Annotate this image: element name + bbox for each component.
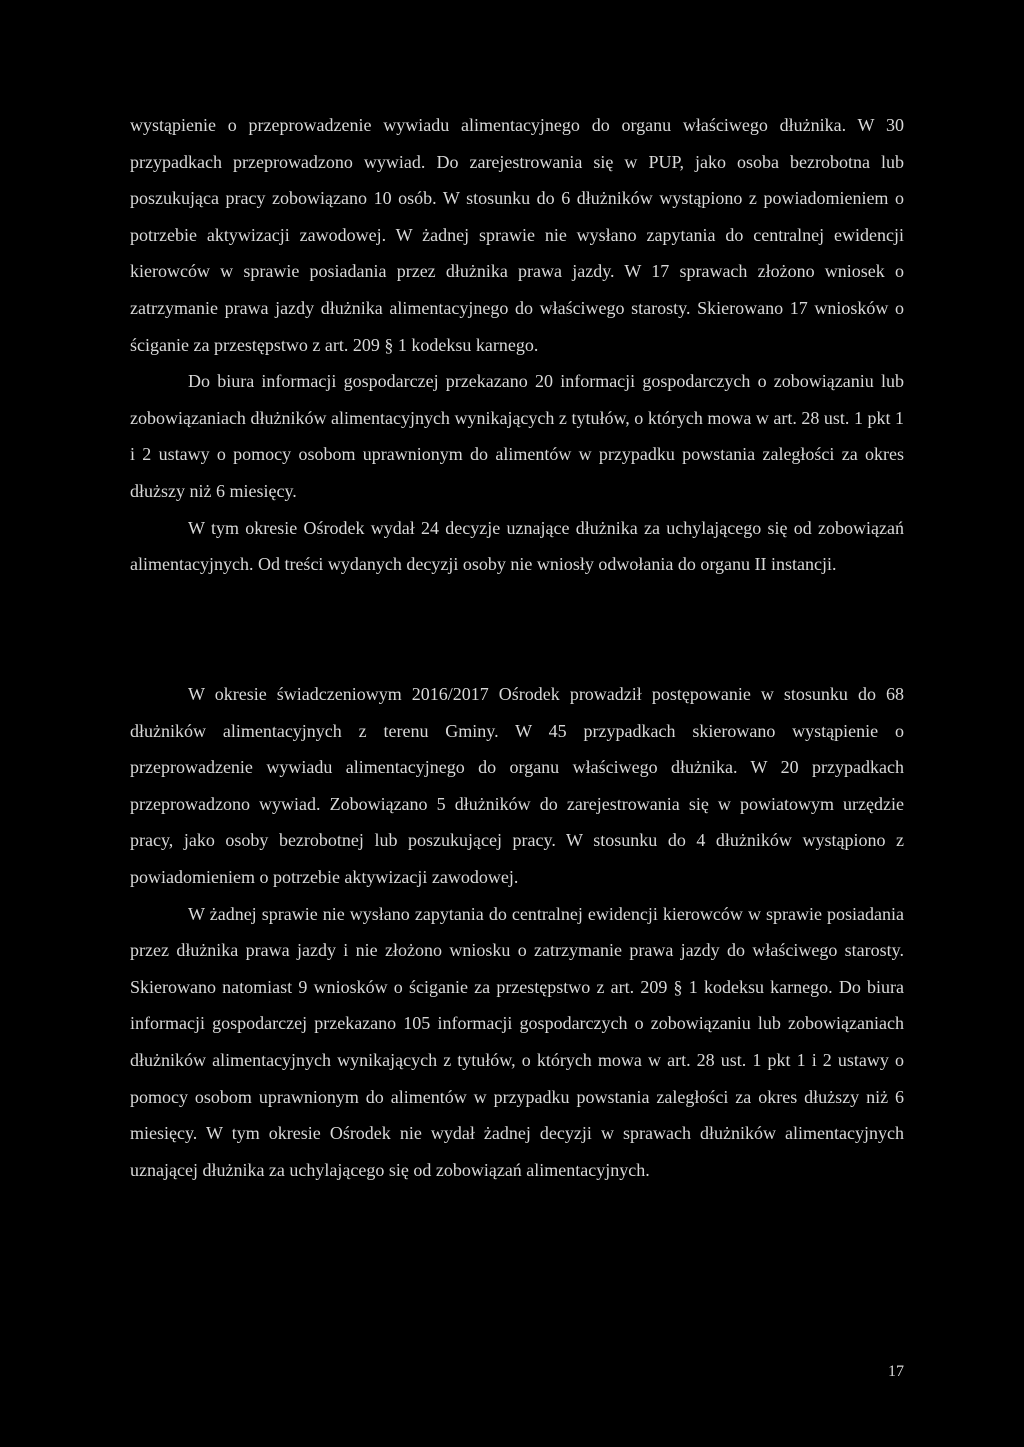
paragraph: Do biura informacji gospodarczej przekazano 20 informacji gospodarczych o zobowiązaniu lub zobowiązaniach dłużników alimentacyjnych wynikających z tytułów, o których mowa w art. 28 ust. 1 pkt 1 i 2 ustawy o pomocy osobom uprawnionym do alimentów w przypadku powstania zaległości za okres dłuższy niż 6 miesięcy. bbox=[130, 371, 904, 501]
text-section-top bbox=[130, 107, 904, 583]
paragraph: wystąpienie o przeprowadzenie wywiadu alimentacyjnego do organu właściwego dłużnika. W 30 przypadkach przeprowadzono wywiad. Do zarejestrowania się w PUP, jako osoba bezrobotna lub poszukująca pracy zobowiązano 10 osób. W stosunku do 6 dłużników wystąpiono z powiadomieniem o potrzebie aktywizacji zawodowej. W żadnej sprawie nie wysłano zapytania do centralnej ewidencji kierowców w sprawie posiadania przez dłużnika prawa jazdy. W 17 sprawach złożono wniosek o zatrzymanie prawa jazdy dłużnika alimentacyjnego do właściwego starosty. Skierowano 17 wniosków o ściganie za przestępstwo z art. 209 § 1 kodeksu karnego. bbox=[130, 115, 904, 355]
text-section-bottom bbox=[130, 676, 904, 1188]
paragraph: W żadnej sprawie nie wysłano zapytania do centralnej ewidencji kierowców w sprawie posiadania przez dłużnika prawa jazdy i nie złożono wniosku o zatrzymanie prawa jazdy do właściwego starosty. Skierowano natomiast 9 wniosków o ściganie za przestępstwo z art. 209 § 1 kodeksu karnego. Do biura informacji gospodarczej przekazano 105 informacji gospodarczych o zobowiązaniu lub zobowiązaniach dłużników alimentacyjnych wynikających z tytułów, o których mowa w art. 28 ust. 1 pkt 1 i 2 ustawy o pomocy osobom uprawnionym do alimentów w przypadku powstania zaległości za okres dłuższy niż 6 miesięcy. W tym okresie Ośrodek nie wydał żadnej decyzji w sprawach dłużników alimentacyjnych uznającej dłużnika za uchylającego się od zobowiązań alimentacyjnych. bbox=[130, 903, 904, 1180]
paragraph: W tym okresie Ośrodek wydał 24 decyzje uznające dłużnika za uchylającego się od zobowiązań alimentacyjnych. Od treści wydanych decyzji osoby nie wniosły odwołania do organu II instancji. bbox=[130, 517, 904, 575]
paragraph: W okresie świadczeniowym 2016/2017 Ośrodek prowadził postępowanie w stosunku do 68 dłużników alimentacyjnych z terenu Gminy. W 45 przypadkach skierowano wystąpienie o przeprowadzenie wywiadu alimentacyjnego do organu właściwego dłużnika. W 20 przypadkach przeprowadzono wywiad. Zobowiązano 5 dłużników do zarejestrowania się w powiatowym urzędzie pracy, jako osoby bezrobotnej lub poszukującej pracy. W stosunku do 4 dłużników wystąpiono z powiadomieniem o potrzebie aktywizacji zawodowej. bbox=[130, 684, 904, 887]
page-number: 17 bbox=[888, 1363, 904, 1380]
